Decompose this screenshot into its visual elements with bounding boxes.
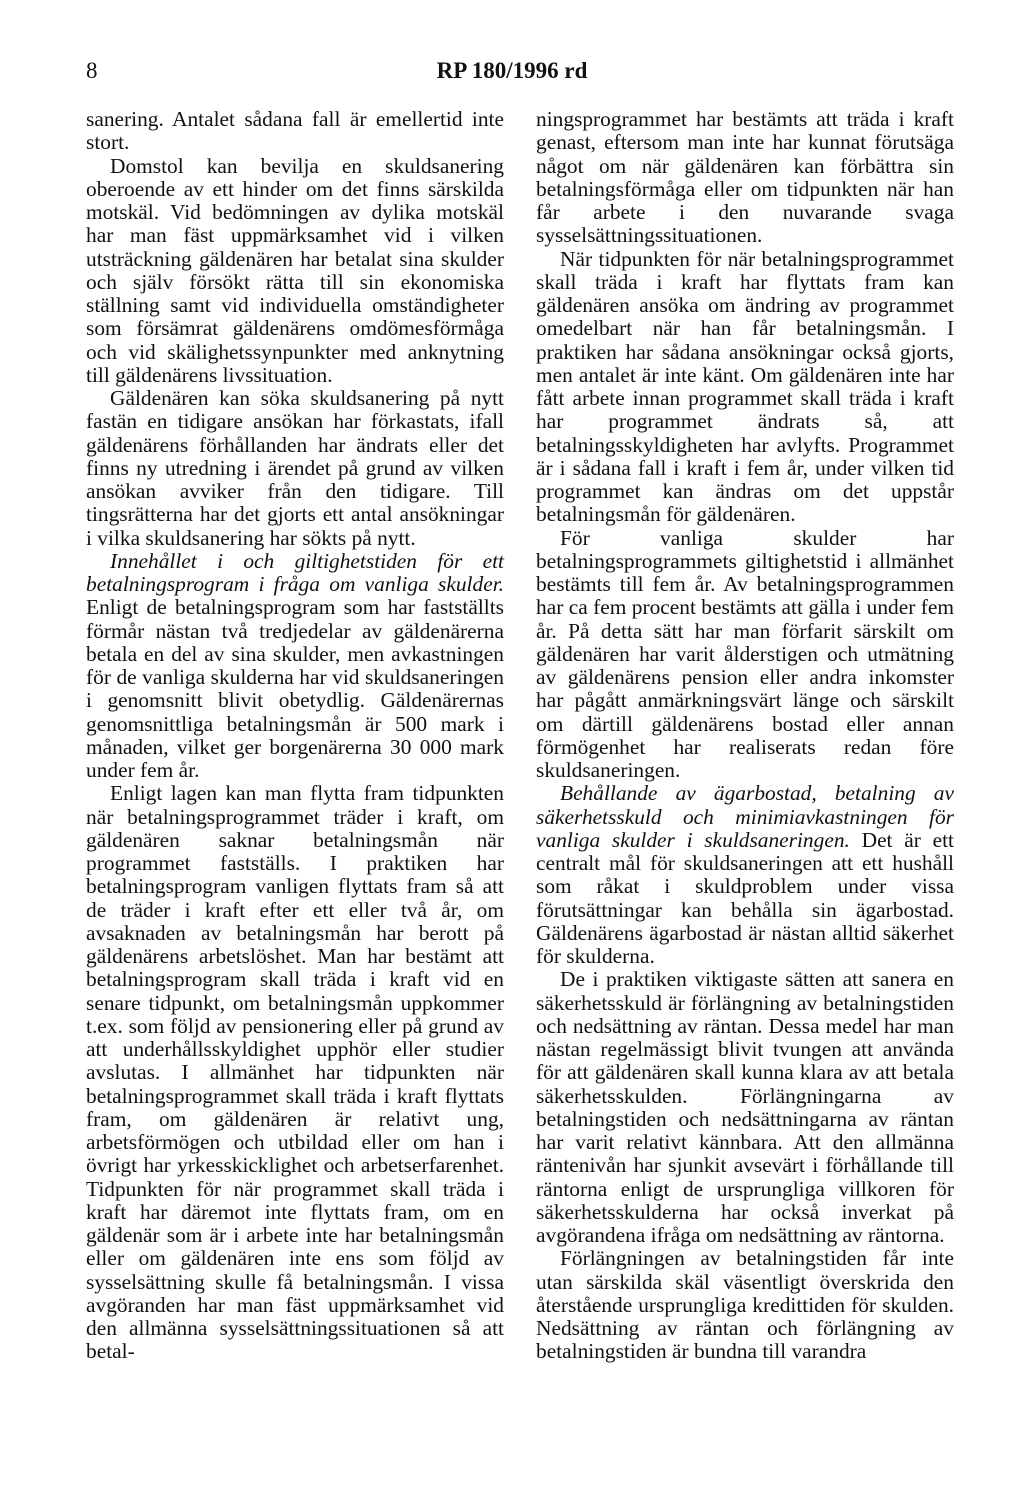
paragraph: Domstol kan bevilja en skuldsanering oberoende av ett hinder om det finns särskilda motskäl. Vid bedömningen av dylika motskäl har man fäst uppmärksamhet vid i vilken utsträckning gäldenären har betalat sina skulder och själv försökt rätta till sin ekonomiska ställning samt vid individuella omständigheter som försämrat gäldenärens omdömesförmåga och vid skälighetssynpunkter med anknytning till gäldenärens livssituation. [86, 153, 504, 387]
section-heading: Innehållet i och giltighetstiden för ett betalningsprogram i fråga om vanliga skulder. [86, 548, 504, 596]
running-header: RP 180/1996 rd [436, 58, 588, 83]
page-number: 8 [86, 58, 98, 83]
paragraph [86, 550, 504, 783]
paragraph: sanering. Antalet sådana fall är emellertid inte stort. [86, 107, 504, 155]
paragraph-text: Det är ett centralt mål för skuldsaneringen att ett hushåll som råkat i skuldproblem under vissa förutsättningar kan behålla sin ägarbostad. Gäldenärens ägarbostad är nästan alltid säkerhet för skulderna. [536, 827, 954, 968]
paragraph: Förlängningen av betalningstiden får inte utan särskilda skäl väsentligt överskrida den återstående ursprungliga kredittiden för skulden. Nedsättning av räntan och förlängning av betalningstiden är bundna till varandra [536, 1246, 954, 1364]
paragraph: Enligt lagen kan man flytta fram tidpunkten när betalningsprogrammet träder i kraft, om gäldenären saknar betalningsmån när programmet fastställs. I praktiken har betalningsprogram vanligen flyttats fram så att de träder i kraft efter ett eller två år, om avsaknaden av betalningsmån har berott på gäldenärens arbetslöshet. Man har bestämt att betalningsprogram skall träda i kraft vid en senare tidpunkt, om betalningsmån uppkommer t.ex. som följd av pensionering eller på grund av att underhållsskyldighet upphör eller studier avslutas. I allmänhet har tidpunkten när betalningsprogrammet skall träda i kraft flyttats fram, om gäldenären är relativt ung, arbetsförmögen och utbildad eller om han i övrigt har yrkesskicklighet och arbetserfarenhet. Tidpunkten för när programmet skall träda i kraft har däremot inte flyttats fram, om en gäldenär som är i arbete inte har betalningsmån eller om gäldenären inte ens som följd av sysselsättning skulle få betalningsmån. I vissa avgöranden har man fäst uppmärksamhet vid den allmänna sysselsättningssituationen så att betal- [86, 781, 504, 1364]
paragraph: Gäldenären kan söka skuldsanering på nytt fastän en tidigare ansökan har förkastats, ifall gäldenärens förhållanden har ändrats eller det finns ny utredning i ärendet på grund av vilken ansökan avviker från den tidigare. Till tingsrätterna har det gjorts ett antal ansökningar i vilka skuldsanering har sökts på nytt. [86, 386, 504, 550]
section-heading: Behållande av ägarbostad, betalning av säkerhetsskuld och minimiavkastningen för vanliga skulder i skuldsaneringen. [536, 781, 954, 852]
paragraph [536, 782, 954, 968]
paragraph: När tidpunkten för när betalningsprogrammet skall träda i kraft har flyttats fram kan gäldenären ansöka om ändring av programmet omedelbart när han får betalningsmån. I praktiken har sådana ansökningar också gjorts, men antalet är inte känt. Om gäldenären inte har fått arbete innan programmet skall träda i kraft har programmet ändrats så, att betalningsskyldigheten har avlyfts. Programmet är i sådana fall i kraft i fem år, under vilken tid programmet kan ändras om det uppstår betalningsmån för gäldenären. [536, 246, 954, 527]
paragraph: För vanliga skulder har betalningsprogrammets giltighetstid i allmänhet bestämts till fem år. Av betalningsprogrammen har ca fem procent bestämts att gälla i under fem år. På detta sätt har man förfarit särskilt om gäldenären har varit ålderstigen och utmätning av gäldenärens pension eller andra inkomster har pågått anmärkningsvärt länge och särskilt om därtill gäldenärens bostad eller annan förmögenhet har realiserats redan före skuldsaneringen. [536, 525, 954, 782]
paragraph: De i praktiken viktigaste sätten att sanera en säkerhetsskuld är förlängning av betalningstiden och nedsättning av räntan. Dessa medel har man nästan regelmässigt blivit tvungen att använda för att gäldenären skall kunna klara av att betala säkerhetsskulden. Förlängningarna av betalningstiden och nedsättningarna av räntan har varit relativt kännbara. Att den allmänna räntenivån har sjunkit avsevärt i förhållande till räntorna enligt de ursprungliga villkoren för säkerhetsskulderna har också inverkat på avgörandena ifråga om nedsättning av räntorna. [536, 967, 954, 1247]
right-column [536, 108, 954, 1364]
left-column [86, 108, 504, 1364]
paragraph-text: Enligt de betalningsprogram som har fastställts förmår nästan två tredjedelar av gäldenärerna betala en del av sina skulder, men avkastningen för de vanliga skulderna har vid skuldsaneringen i genomsnitt blivit obetydlig. Gäldenärernas genomsnittliga betalningsmån är 500 mark i månaden, vilket ger borgenärerna 30 000 mark under fem år. [86, 595, 504, 782]
paragraph: ningsprogrammet har bestämts att träda i kraft genast, eftersom man inte har kunnat förutsäga något om när gäldenären kan förbättra sin betalningsförmåga eller om tidpunkten när han får arbete i den nuvarande svaga sysselsättningssituationen. [536, 107, 954, 248]
